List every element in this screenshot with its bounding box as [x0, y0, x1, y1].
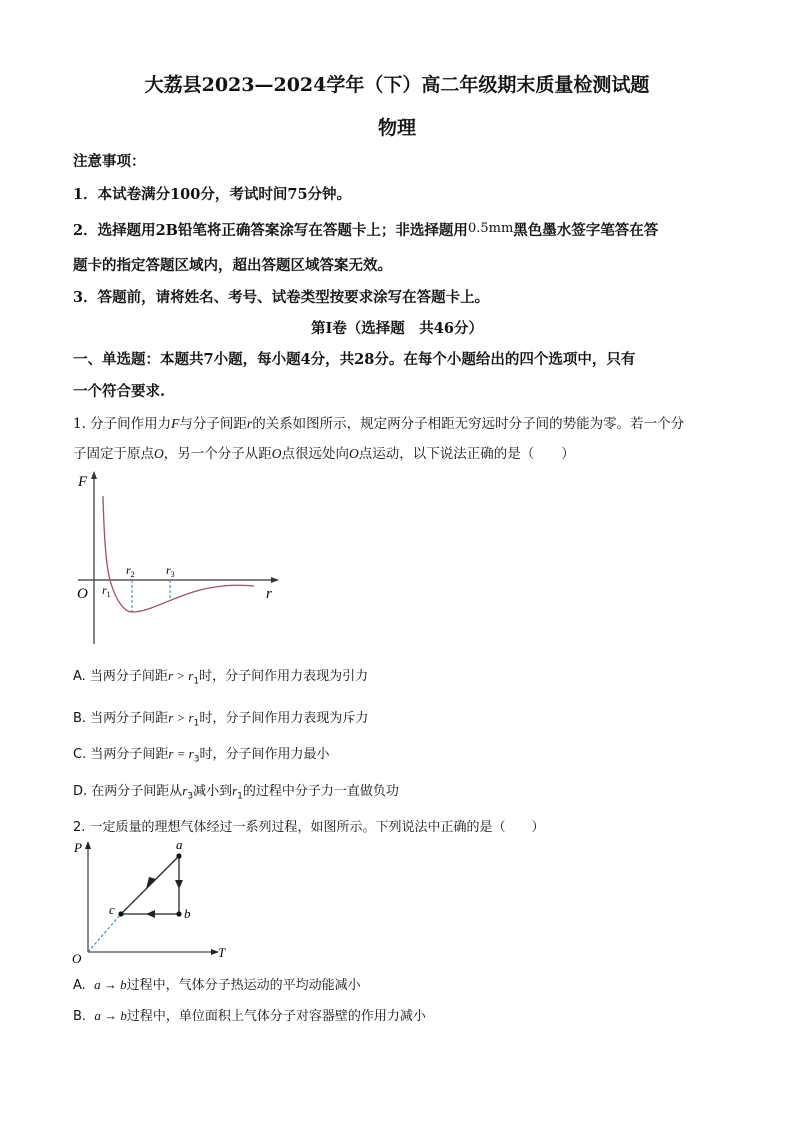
option-text: 时，分子间作用力表现为斥力 [199, 711, 369, 726]
q1-force-distance-graph [70, 466, 290, 651]
q1-stem-line1 [73, 412, 684, 432]
q1-text: 子固定于原点 [73, 446, 154, 462]
q2-option-a[interactable] [73, 974, 361, 993]
q1-stem-line2 [73, 442, 575, 462]
q2-arrow-bc [146, 910, 155, 918]
q2-point-c [118, 911, 123, 916]
option-text: 时，分子间作用力表现为引力 [199, 669, 369, 684]
section-instruction-line1: 一、单选题：本题共7小题，每小题4分，共28分。在每个小题给出的四个选项中，只有 [73, 351, 636, 368]
option-subscript: 1 [193, 676, 200, 687]
q1-text: 的关系如图所示，规定两分子相距无穷远时分子间的势能为零。若一个分 [252, 416, 685, 432]
q1-var-O: O [349, 446, 359, 461]
q1-force-curve [103, 496, 254, 612]
option-text: 过程中，气体分子热运动的平均动能减小 [126, 978, 361, 993]
option-subscript: 1 [193, 718, 200, 729]
option-text: A. 当两分子间距 [73, 669, 168, 684]
option-math: a → b [94, 977, 127, 992]
q2-origin-label: O [72, 951, 82, 966]
q2-arrow-ca [146, 877, 156, 889]
part1-heading: 第Ⅰ卷（选择题 共46分） [311, 320, 483, 337]
q2-point-a [176, 853, 181, 858]
q1-text: 1. 分子间作用力 [73, 416, 172, 432]
option-text: B. 当两分子间距 [73, 711, 169, 726]
subject-title: 物理 [377, 117, 416, 139]
q1-origin-label: O [77, 586, 88, 602]
note-item-2-pre: 2．选择题用2B铅笔将正确答案涂写在答题卡上；非选择题用 [73, 222, 468, 239]
q2-option-b[interactable] [73, 1005, 426, 1024]
q2-c-label: c [109, 902, 115, 917]
option-subscript: 3 [193, 754, 200, 765]
section-instruction-line2: 一个符合要求. [73, 383, 166, 400]
option-text: 时，分子间作用力最小 [199, 747, 330, 762]
q1-option-c[interactable] [73, 743, 329, 765]
q2-b-label: b [184, 906, 191, 921]
q2-pressure-temperature-graph [70, 836, 240, 966]
q1-x-label: r [266, 586, 272, 602]
note-item-3: 3．答题前，请将姓名、考号、试卷类型按要求涂写在答题卡上。 [73, 289, 490, 306]
option-math: a → b [94, 1008, 127, 1023]
option-text: D. 在两分子间距从 [73, 784, 183, 799]
option-math: r > r [167, 668, 194, 683]
q1-y-label: F [78, 474, 88, 490]
q1-option-a[interactable] [73, 665, 368, 687]
q1-option-d[interactable] [73, 780, 399, 802]
option-math: r [182, 783, 188, 798]
q1-var-O: O [154, 446, 164, 461]
q2-extension-dashed-line [88, 914, 121, 952]
note-item-2-post: 黑色墨水签字笔答在答 [513, 222, 659, 239]
q2-arrow-ab [175, 880, 183, 889]
option-text: 过程中，单位面积上气体分子对容器壁的作用力减小 [126, 1009, 426, 1024]
note-item-1: 1．本试卷满分100分，考试时间75分钟。 [73, 186, 352, 203]
q2-p-label: P [74, 840, 82, 855]
q2-stem: 2. 一定质量的理想气体经过一系列过程，如图所示。下列说法中正确的是（ ） [73, 820, 545, 835]
option-math: r [232, 783, 238, 798]
option-text: A. [73, 978, 86, 993]
note-item-2-line1 [73, 219, 658, 240]
option-subscript: 3 [187, 791, 194, 802]
option-text: 的过程中分子力一直做负功 [242, 784, 399, 799]
q1-var-O: O [271, 446, 282, 461]
exam-title: 大荔县2023—2024学年（下）高二年级期末质量检测试题 [144, 74, 650, 96]
option-math: r > r [168, 710, 194, 725]
q1-r3-label: $r_3$ [166, 563, 175, 579]
note-item-2-unit: 0.5mm [467, 221, 514, 236]
q2-point-b [176, 911, 181, 916]
note-item-2-line2: 题卡的指定答题区域内，超出答题区域答案无效。 [73, 257, 392, 274]
q1-option-b[interactable] [73, 707, 368, 729]
q1-var-F: F [171, 416, 180, 431]
option-text: B. [73, 1009, 87, 1024]
q1-text: ，另一个分子从距 [163, 446, 272, 462]
q1-r1-label: $r_1$ [102, 583, 111, 599]
option-text: 减小到 [193, 784, 233, 799]
option-subscript: 1 [237, 791, 243, 802]
option-math: r = r [168, 746, 194, 761]
q2-a-label: a [176, 837, 183, 852]
option-text: C. 当两分子间距 [73, 747, 169, 762]
notes-heading: 注意事项： [73, 153, 146, 170]
q1-text: 点运动，以下说法正确的是（ ） [358, 446, 575, 462]
q1-text: 点很远处向 [281, 446, 349, 462]
q2-t-label: T [218, 945, 226, 960]
q1-r2-label: $r_2$ [126, 563, 135, 579]
q1-var-r: r [246, 416, 253, 431]
q1-text: 与分子间距 [179, 416, 247, 432]
